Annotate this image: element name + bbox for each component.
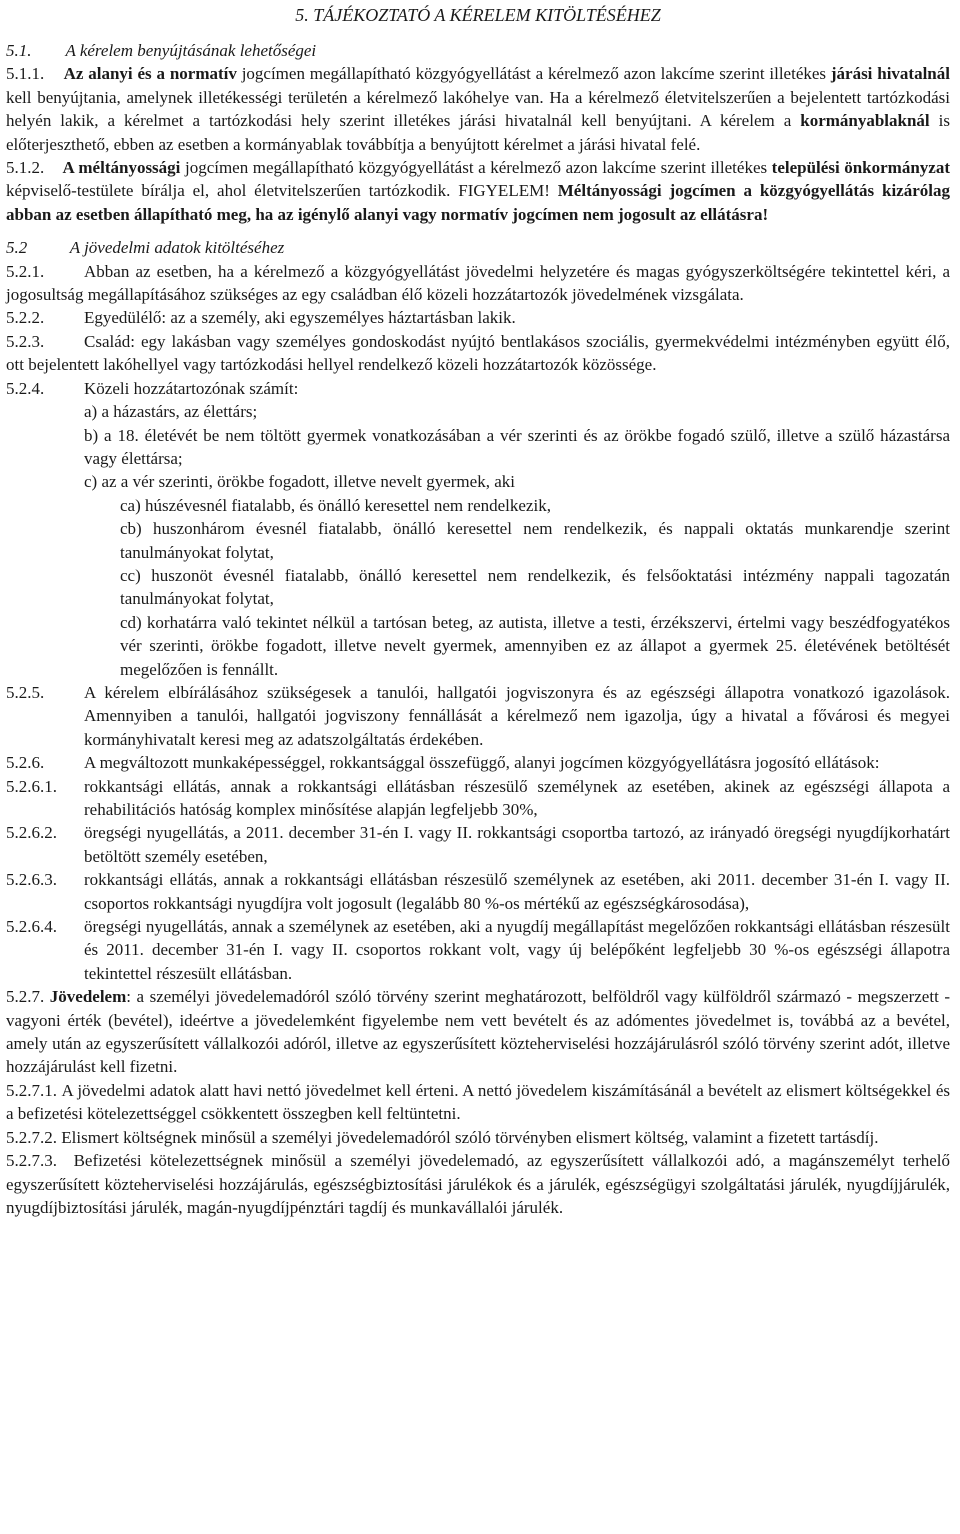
bold-text: települési önkormányzat — [771, 158, 950, 178]
paragraph-5-1-1 — [6, 62, 950, 156]
paragraph-text: : a személyi jövedelemadóról szóló törvény szerint meghatározott, belföldről vagy külföldről származó - megszerzett - vagyoni érték (bevétel), ideértve a jövedelemként figyelembe nem vett bevételt és az adómentes jövedelmet is, továbbá az a bevétel, amely után az egyszerűsített vállalkozói adóról, illetve az egyszerűsített közteherviselési hozzájárulásról szóló törvény szerint adót, illetve hozzájárulást kell fizetni. — [6, 987, 950, 1077]
bold-text: kormányablaknál — [800, 111, 930, 131]
paragraph-number: 5.2.4. — [6, 378, 45, 398]
bold-text: járási hivatalnál — [830, 64, 950, 84]
paragraph-5-2-5 — [6, 681, 950, 751]
list-item-c: c) az a vér szerinti, örökbe fogadott, illetve nevelt gyermek, aki — [84, 472, 515, 492]
paragraph-text: is előterjeszthető, ebben az esetben a kormányablak továbbítja a benyújtott kérelmet a járási hivatal felé. — [6, 111, 950, 154]
paragraph-number: 5.2.7. — [6, 987, 45, 1007]
paragraph-text: rokkantsági ellátás, annak a rokkantsági ellátásban részesülő személynek az esetében, akinek az egészségi állapota a rehabilitációs hatóság komplex minősítése alapján legfeljebb 30%, — [84, 776, 950, 819]
paragraph-number: 5.2.7.2. — [6, 1127, 57, 1147]
paragraph-text: A kérelem elbírálásához szükségesek a tanulói, hallgatói jogviszonyra és az egészségi állapotra vonatkozó igazolások. Amennyiben a tanulói, hallgatói jogviszony fennállását a kérelmező nem igazolja, úgy a hivatal a fővárosi és megyei kormányhivatalt keresi meg az adatszolgáltatás érdekében. — [84, 682, 950, 749]
paragraph-5-2-2 — [6, 306, 950, 329]
paragraph-text: Elismert költségnek minősül a személyi jövedelemadóról szóló törvényben elismert költség, valamint a fizetett tartásdíj. — [61, 1127, 879, 1147]
paragraph-text: Család: egy lakásban vagy személyes gondoskodást nyújtó bentlakásos szociális, gyermekvédelmi intézményben együtt élő, ott bejelentett lakóhellyel vagy tartózkodási hellyel rendelkező közeli hozzátartozók közössége. — [6, 331, 950, 375]
paragraph-number: 5.2.6.2. — [6, 823, 57, 843]
paragraph-text: öregségi nyugellátás, annak a személynek az esetében, aki a nyugdíj megállapítást megelőzően rokkantsági ellátásban részesült és 2011. december 31-én I. vagy II. csoportos rokkant volt, vagy új belépőként legfeljebb 30 %-os egészségi állapotra tekintettel részesült ellátásban. — [84, 917, 950, 983]
paragraph-text: Egyedülélő: az a személy, aki egyszemélyes háztartásban lakik. — [84, 308, 516, 328]
paragraph-5-2-3 — [6, 330, 950, 377]
paragraph-5-2-7-1 — [6, 1079, 950, 1126]
paragraph-number: 5.2.6.3. — [6, 870, 57, 890]
paragraph-number: 5.2.7.3. — [6, 1151, 57, 1171]
spacer — [6, 226, 950, 236]
paragraph-5-2-1-body — [6, 260, 950, 307]
paragraph-text: Abban az esetben, ha a kérelmező a közgyógyellátást jövedelmi helyzetére és magas gyógyszerköltségére tekintettel kéri, a jogosultság megállapításához szükséges az egy családban élő közeli hozzátartozók jövedelmének vizsgálata. — [6, 261, 950, 305]
paragraph-5-2-7-3 — [6, 1149, 950, 1219]
bold-text: A méltányossági — [62, 158, 181, 178]
paragraph-text: kell benyújtania, amelynek illetékességi területén a kérelmező lakóhelye van. Ha a kérelmező életvitelszerűen a bejelentett tartózkodási helyén lakik, a kérelmet a tartózkodási hely szerint illetékes járási hivatalnál kell benyújtani. A kérelem a — [6, 87, 950, 131]
paragraph-number: 5.2.6.1. — [6, 776, 57, 796]
paragraph-text: Befizetési kötelezettségnek minősül a személyi jövedelemadó, az egyszerűsített vállalkozói adó, a magánszemélyt terhelő egyszerűsített közteherviselési hozzájárulás, egészségbiztosítási járulékok és a járulék, egészségügyi szolgáltatási járulék, nyugdíjjárulék, nyugdíjbiztosítási járulék, magán-nyugdíjpénztári tagdíj és munkavállalói járulék. — [6, 1151, 950, 1217]
section-label: A jövedelmi adatok kitöltéséhez — [69, 238, 285, 258]
section-number: 5.2 — [6, 238, 28, 258]
paragraph-number: 5.2.3. — [6, 331, 45, 351]
paragraph-5-2-4 — [6, 377, 950, 400]
paragraph-5-2-6 — [6, 751, 950, 774]
paragraph-number: 5.1.1. — [6, 64, 45, 84]
paragraph-number: 5.2.6. — [6, 753, 45, 773]
bold-text: Az alanyi és a normatív — [63, 64, 237, 84]
paragraph-text: képviselő-testülete bírálja el, ahol életvitelszerűen tartózkodik. FIGYELEM! — [6, 181, 558, 201]
paragraph-number: 5.2.7.1. — [6, 1080, 57, 1100]
list-item-ca: ca) húszévesnél fiatalabb, és önálló keresettel nem rendelkezik, — [120, 495, 551, 515]
paragraph-text: jogcímen megállapítható közgyógyellátást a kérelmező azon lakcíme szerint illetékes — [180, 158, 772, 178]
section-5-1-heading — [6, 39, 950, 62]
paragraph-5-2-7-2 — [6, 1126, 950, 1149]
paragraph-text: rokkantsági ellátás, annak a rokkantsági ellátásban részesülő személynek az esetében, aki 2011. december 31-én I. vagy II. csoportos rokkantsági nyugdíjra volt jogosult (legalább 80 %-os mértékű az egészségkárosodása), — [84, 870, 950, 913]
paragraph-number: 5.2.2. — [6, 308, 45, 328]
bold-text: Jövedelem — [49, 987, 127, 1007]
paragraph-text: jogcímen megállapítható közgyógyellátást a kérelmező azon lakcíme szerint illetékes — [236, 64, 831, 84]
list-item-text: b) a 18. életévét be nem töltött gyermek vonatkozásában a vér szerinti és az örökbe fogadó szülő, illetve a szülő házastársa vagy élettársa; — [84, 425, 950, 468]
paragraph-5-2-6-1 — [6, 775, 950, 822]
paragraph-number: 5.2.5. — [6, 682, 45, 702]
paragraph-5-2-7 — [6, 985, 950, 1079]
list-item-cd: cd) korhatárra való tekintet nélkül a tartósan beteg, az autista, illetve a testi, érzékszervi, értelmi vagy beszédfogyatékos vér szerinti, örökbe fogadott, illetve nevelt gyermek, amennyiben ez az állapot a gyermek 25. életévének betöltését megelőzően is fennállt. — [120, 612, 950, 679]
bold-text: Méltányossági jogcímen a közgyógyellátás kizárólag abban az esetben állapítható meg, ha az igénylő alanyi vagy normatív jogcímen nem jogosult az ellátásra! — [6, 181, 950, 224]
paragraph-text: öregségi nyugellátás, a 2011. december 31-én I. vagy II. rokkantsági csoportba tartozó, az irányadó öregségi nyugdíjkorhatárt betöltött személy esetében, — [84, 823, 950, 866]
paragraph-number: 5.1.2. — [6, 158, 45, 178]
indent-spacer: 5.2.1. — [6, 261, 45, 281]
paragraph-number: 5.2.6.4. — [6, 917, 57, 937]
list-item-b — [84, 424, 950, 471]
paragraph-text: A megváltozott munkaképességgel, rokkantsággal összefüggő, alanyi jogcímen közgyógyellátásra jogosító ellátások: — [84, 753, 880, 773]
list-item-cc: cc) huszonöt évesnél fiatalabb, önálló keresettel nem rendelkezik, és felsőoktatási intézmény nappali tagozatán tanulmányokat folytat, — [120, 565, 950, 609]
paragraph-text: A jövedelmi adatok alatt havi nettó jövedelmet kell érteni. A nettó jövedelem kiszámításánál a bevételt az elismert költségekkel és a befizetési kötelezettséggel csökkentett összegben kell feltüntetni. — [6, 1080, 951, 1124]
list-item-a: a) a házastárs, az élettárs; — [84, 402, 258, 422]
list-item-cb: cb) huszonhárom évesnél fiatalabb, önálló keresettel nem rendelkezik, és nappali oktatás munkarendje szerint tanulmányokat folytat, — [120, 519, 950, 562]
section-5-2-heading — [6, 236, 950, 259]
document-title: 5. TÁJÉKOZTATÓ A KÉRELEM KITÖLTÉSÉHEZ — [295, 5, 661, 25]
section-number: 5.1. — [6, 41, 32, 60]
paragraph-5-1-2 — [6, 156, 950, 226]
document-page — [6, 0, 950, 1219]
paragraph-5-2-6-3 — [6, 868, 950, 915]
paragraph-5-2-6-2 — [6, 821, 950, 868]
paragraph-text: Közeli hozzátartozónak számít: — [84, 378, 299, 398]
section-label: A kérelem benyújtásának lehetőségei — [65, 41, 317, 60]
paragraph-5-2-6-4 — [6, 915, 950, 985]
